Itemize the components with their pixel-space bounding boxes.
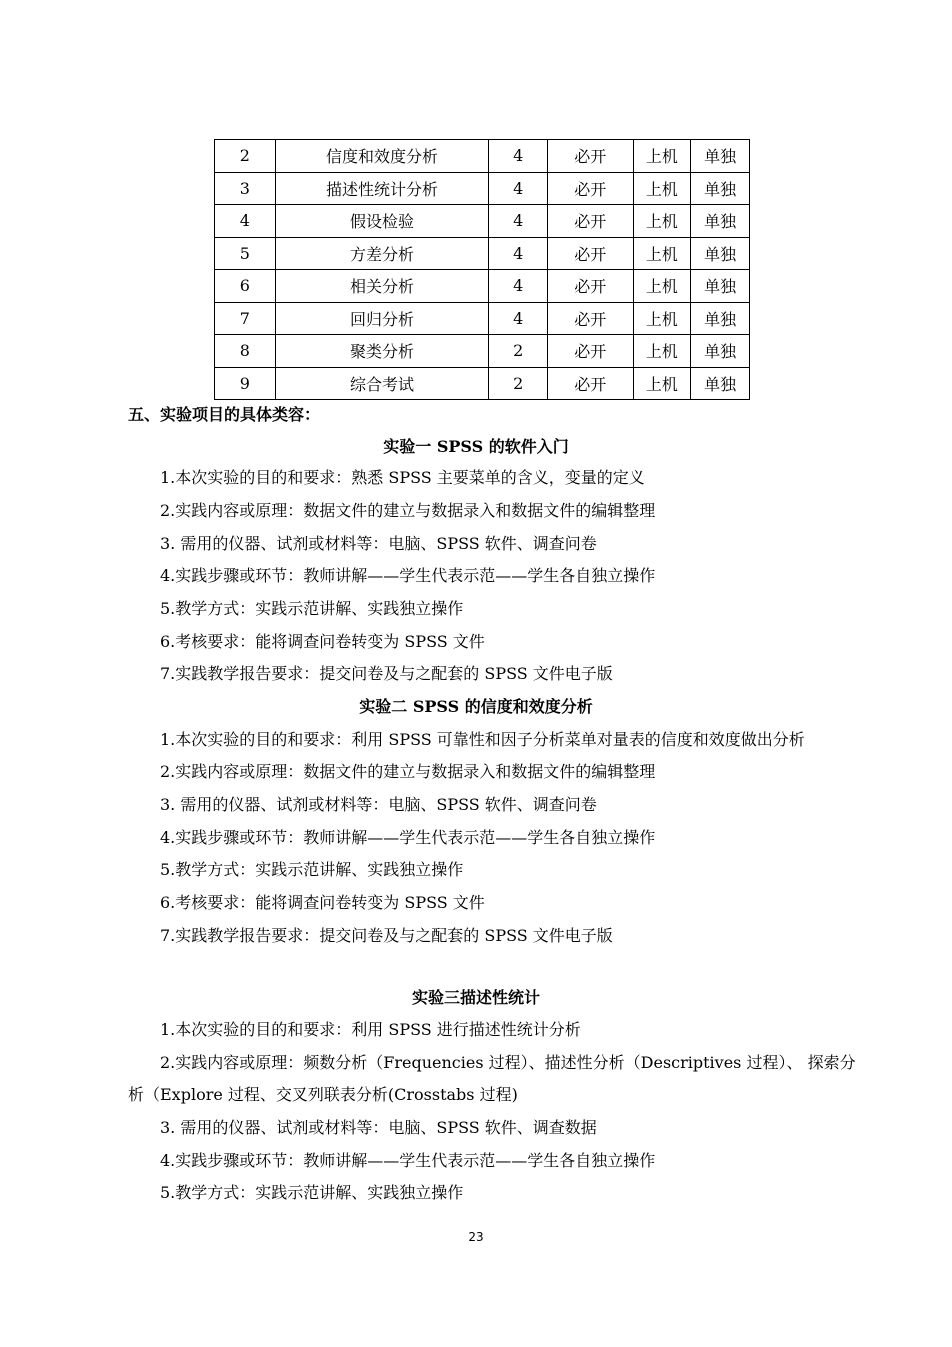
cell-name: 相关分析: [275, 270, 489, 303]
cell-hours: 2: [489, 367, 548, 400]
section-heading: 五、实验项目的具体类容：: [128, 405, 321, 424]
exp3-item-2b: 析（Explore 过程、交叉列联表分析(Crosstabs 过程): [128, 1085, 518, 1104]
table-row: [215, 205, 750, 238]
cell-hours: 4: [489, 172, 548, 205]
table-row: [215, 270, 750, 303]
cell-mode: 上机: [633, 367, 691, 400]
cell-name: 回归分析: [275, 302, 489, 335]
cell-hours: 2: [489, 335, 548, 368]
exp2-item-4: 4.实践步骤或环节：教师讲解——学生代表示范——学生各自独立操作: [160, 828, 656, 847]
cell-name: 信度和效度分析: [275, 140, 489, 173]
table-row: [215, 302, 750, 335]
cell-hours: 4: [489, 205, 548, 238]
cell-name: 假设检验: [275, 205, 489, 238]
table-row: [215, 237, 750, 270]
cell-group: 单独: [691, 270, 750, 303]
cell-group: 单独: [691, 335, 750, 368]
exp3-item-2a: 2.实践内容或原理：频数分析（Frequencies 过程）、描述性分析（Descriptives 过程）、 探索分: [160, 1053, 856, 1072]
exp3-title: 实验三描述性统计: [411, 988, 540, 1007]
exp3-item-5: 5.教学方式：实践示范讲解、实践独立操作: [160, 1183, 464, 1202]
table-row: [215, 335, 750, 368]
exp1-item-3: 3. 需用的仪器、试剂或材料等：电脑、SPSS 软件、调查问卷: [160, 534, 597, 553]
cell-mode: 上机: [633, 205, 691, 238]
cell-type: 必开: [548, 172, 634, 205]
cell-group: 单独: [691, 172, 750, 205]
cell-group: 单独: [691, 302, 750, 335]
exp1-item-1: 1.本次实验的目的和要求：熟悉 SPSS 主要菜单的含义，变量的定义: [160, 468, 645, 487]
cell-name: 聚类分析: [275, 335, 489, 368]
cell-mode: 上机: [633, 335, 691, 368]
cell-index: 9: [215, 367, 276, 400]
cell-group: 单独: [691, 205, 750, 238]
cell-group: 单独: [691, 367, 750, 400]
cell-index: 6: [215, 270, 276, 303]
exp2-title: 实验二 SPSS 的信度和效度分析: [359, 697, 593, 716]
page-number: 23: [468, 1230, 484, 1244]
exp1-item-5: 5.教学方式：实践示范讲解、实践独立操作: [160, 599, 464, 618]
experiment-table: [214, 139, 750, 400]
cell-hours: 4: [489, 237, 548, 270]
cell-group: 单独: [691, 237, 750, 270]
exp2-item-5: 5.教学方式：实践示范讲解、实践独立操作: [160, 860, 464, 879]
cell-type: 必开: [548, 270, 634, 303]
cell-mode: 上机: [633, 172, 691, 205]
cell-mode: 上机: [633, 140, 691, 173]
cell-type: 必开: [548, 335, 634, 368]
exp2-item-1: 1.本次实验的目的和要求：利用 SPSS 可靠性和因子分析菜单对量表的信度和效度做出分析: [160, 730, 805, 749]
exp1-item-6: 6.考核要求：能将调查问卷转变为 SPSS 文件: [160, 632, 485, 651]
cell-mode: 上机: [633, 302, 691, 335]
cell-index: 5: [215, 237, 276, 270]
cell-index: 7: [215, 302, 276, 335]
exp2-item-7: 7.实践教学报告要求：提交问卷及与之配套的 SPSS 文件电子版: [160, 926, 613, 945]
exp3-item-3: 3. 需用的仪器、试剂或材料等：电脑、SPSS 软件、调查数据: [160, 1118, 597, 1137]
cell-index: 3: [215, 172, 276, 205]
exp2-item-3: 3. 需用的仪器、试剂或材料等：电脑、SPSS 软件、调查问卷: [160, 795, 597, 814]
cell-type: 必开: [548, 237, 634, 270]
cell-type: 必开: [548, 140, 634, 173]
exp3-item-4: 4.实践步骤或环节：教师讲解——学生代表示范——学生各自独立操作: [160, 1151, 656, 1170]
cell-mode: 上机: [633, 270, 691, 303]
cell-type: 必开: [548, 302, 634, 335]
table-row: [215, 367, 750, 400]
cell-index: 2: [215, 140, 276, 173]
cell-type: 必开: [548, 205, 634, 238]
cell-hours: 4: [489, 270, 548, 303]
cell-type: 必开: [548, 367, 634, 400]
cell-group: 单独: [691, 140, 750, 173]
exp3-item-1: 1.本次实验的目的和要求：利用 SPSS 进行描述性统计分析: [160, 1020, 581, 1039]
exp2-item-6: 6.考核要求：能将调查问卷转变为 SPSS 文件: [160, 893, 485, 912]
cell-mode: 上机: [633, 237, 691, 270]
cell-name: 综合考试: [275, 367, 489, 400]
exp1-item-2: 2.实践内容或原理：数据文件的建立与数据录入和数据文件的编辑整理: [160, 501, 656, 520]
table-row: [215, 140, 750, 173]
exp1-title: 实验一 SPSS 的软件入门: [383, 437, 569, 456]
cell-index: 4: [215, 205, 276, 238]
cell-hours: 4: [489, 140, 548, 173]
cell-hours: 4: [489, 302, 548, 335]
cell-name: 描述性统计分析: [275, 172, 489, 205]
exp1-item-4: 4.实践步骤或环节：教师讲解——学生代表示范——学生各自独立操作: [160, 566, 656, 585]
exp1-item-7: 7.实践教学报告要求：提交问卷及与之配套的 SPSS 文件电子版: [160, 664, 613, 683]
exp2-item-2: 2.实践内容或原理：数据文件的建立与数据录入和数据文件的编辑整理: [160, 762, 656, 781]
cell-name: 方差分析: [275, 237, 489, 270]
table-row: [215, 172, 750, 205]
cell-index: 8: [215, 335, 276, 368]
